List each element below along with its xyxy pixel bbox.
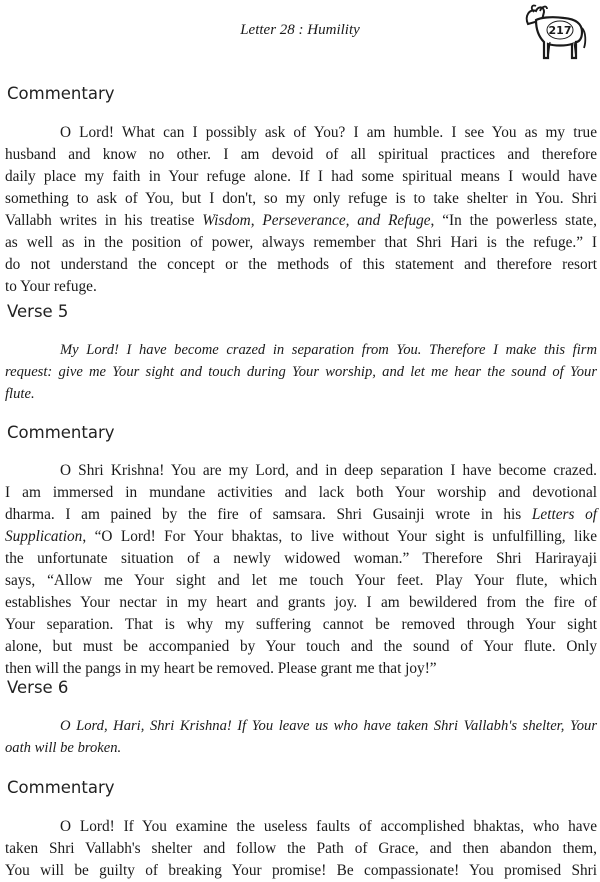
text-line: request: give me Your sight and touch during Your worship, and let me hear the sound of Your — [5, 364, 597, 380]
text-line: then will the pangs in my heart be removed. Please grant me that joy!” — [5, 660, 437, 677]
text-line: dharma. I am pained by the fire of samsara. Shri Gusainji wrote in his Letters of — [5, 506, 598, 523]
text-line: flute. — [5, 386, 35, 402]
text-line: as well as in the position of power, always remember that Shri Hari is the refuge.” I — [5, 234, 597, 251]
text-line: says, “Allow me Your sight and let me touch Your feet. Play Your flute, which — [5, 572, 597, 589]
verse-paragraph — [5, 339, 597, 405]
text-line: My Lord! I have become crazed in separation from You. Therefore I make this firm — [60, 342, 597, 358]
verse-paragraph — [5, 715, 597, 759]
text-line: oath will be broken. — [5, 740, 122, 756]
text-line: O Shri Krishna! You are my Lord, and in deep separation I have become crazed. — [60, 462, 597, 479]
text-line: O Lord! If You examine the useless faults of accomplished bhaktas, who have — [60, 818, 597, 835]
section-heading-verse-5: Verse 5 — [7, 302, 69, 321]
text-line: do not understand the concept or the methods of this statement and therefore resort — [5, 256, 597, 273]
section-heading-commentary: Commentary — [7, 423, 115, 442]
cow-emblem-icon — [520, 2, 590, 62]
commentary-paragraph — [5, 816, 597, 882]
running-head: Letter 28 : Humility — [240, 22, 360, 38]
section-heading-commentary: Commentary — [7, 84, 115, 103]
text-line: husband and know no other. I am devoid of all spiritual practices and therefore — [5, 146, 597, 163]
text-line: Supplication, “O Lord! For Your bhaktas, to live without Your sight is unfulfilling, like — [5, 528, 597, 545]
text-line: Vallabh writes in his treatise Wisdom, Perseverance, and Refuge, “In the powerless state, — [5, 212, 597, 229]
text-line: something to ask of You, but I don't, so my only refuge is to take shelter in You. Shri — [5, 190, 597, 207]
text-line: O Lord, Hari, Shri Krishna! If You leave us who have taken Shri Vallabh's shelter, Your — [60, 718, 597, 734]
text-line: You will be guilty of breaking Your promise! Be compassionate! You promised Shri — [5, 862, 597, 879]
commentary-paragraph — [5, 122, 597, 298]
text-line: the unfortunate situation of a newly widowed woman.” Therefore Shri Harirayaji — [5, 550, 597, 567]
text-line: daily place my faith in Your refuge alone. If I had some spiritual means I would have — [5, 168, 597, 185]
text-line: I am immersed in mundane activities and lack both Your worship and devotional — [5, 484, 597, 501]
section-heading-commentary: Commentary — [7, 778, 115, 797]
text-line: to Your refuge. — [5, 278, 97, 295]
text-line: taken Shri Vallabh's shelter and follow the Path of Grace, and then abandon them, — [5, 840, 597, 857]
section-heading-verse-6: Verse 6 — [7, 678, 69, 697]
text-line: alone, but must be accompanied by Your touch and the sound of Your flute. Only — [5, 638, 597, 655]
page-number: 217 — [548, 24, 572, 37]
commentary-paragraph — [5, 460, 597, 680]
text-line: O Lord! What can I possibly ask of You? I am humble. I see You as my true — [60, 124, 597, 141]
text-line: Your separation. That is why my suffering cannot be removed through Your sight — [5, 616, 597, 633]
text-line: establishes Your nectar in my heart and grants joy. I am bewildered from the fire of — [5, 594, 597, 611]
